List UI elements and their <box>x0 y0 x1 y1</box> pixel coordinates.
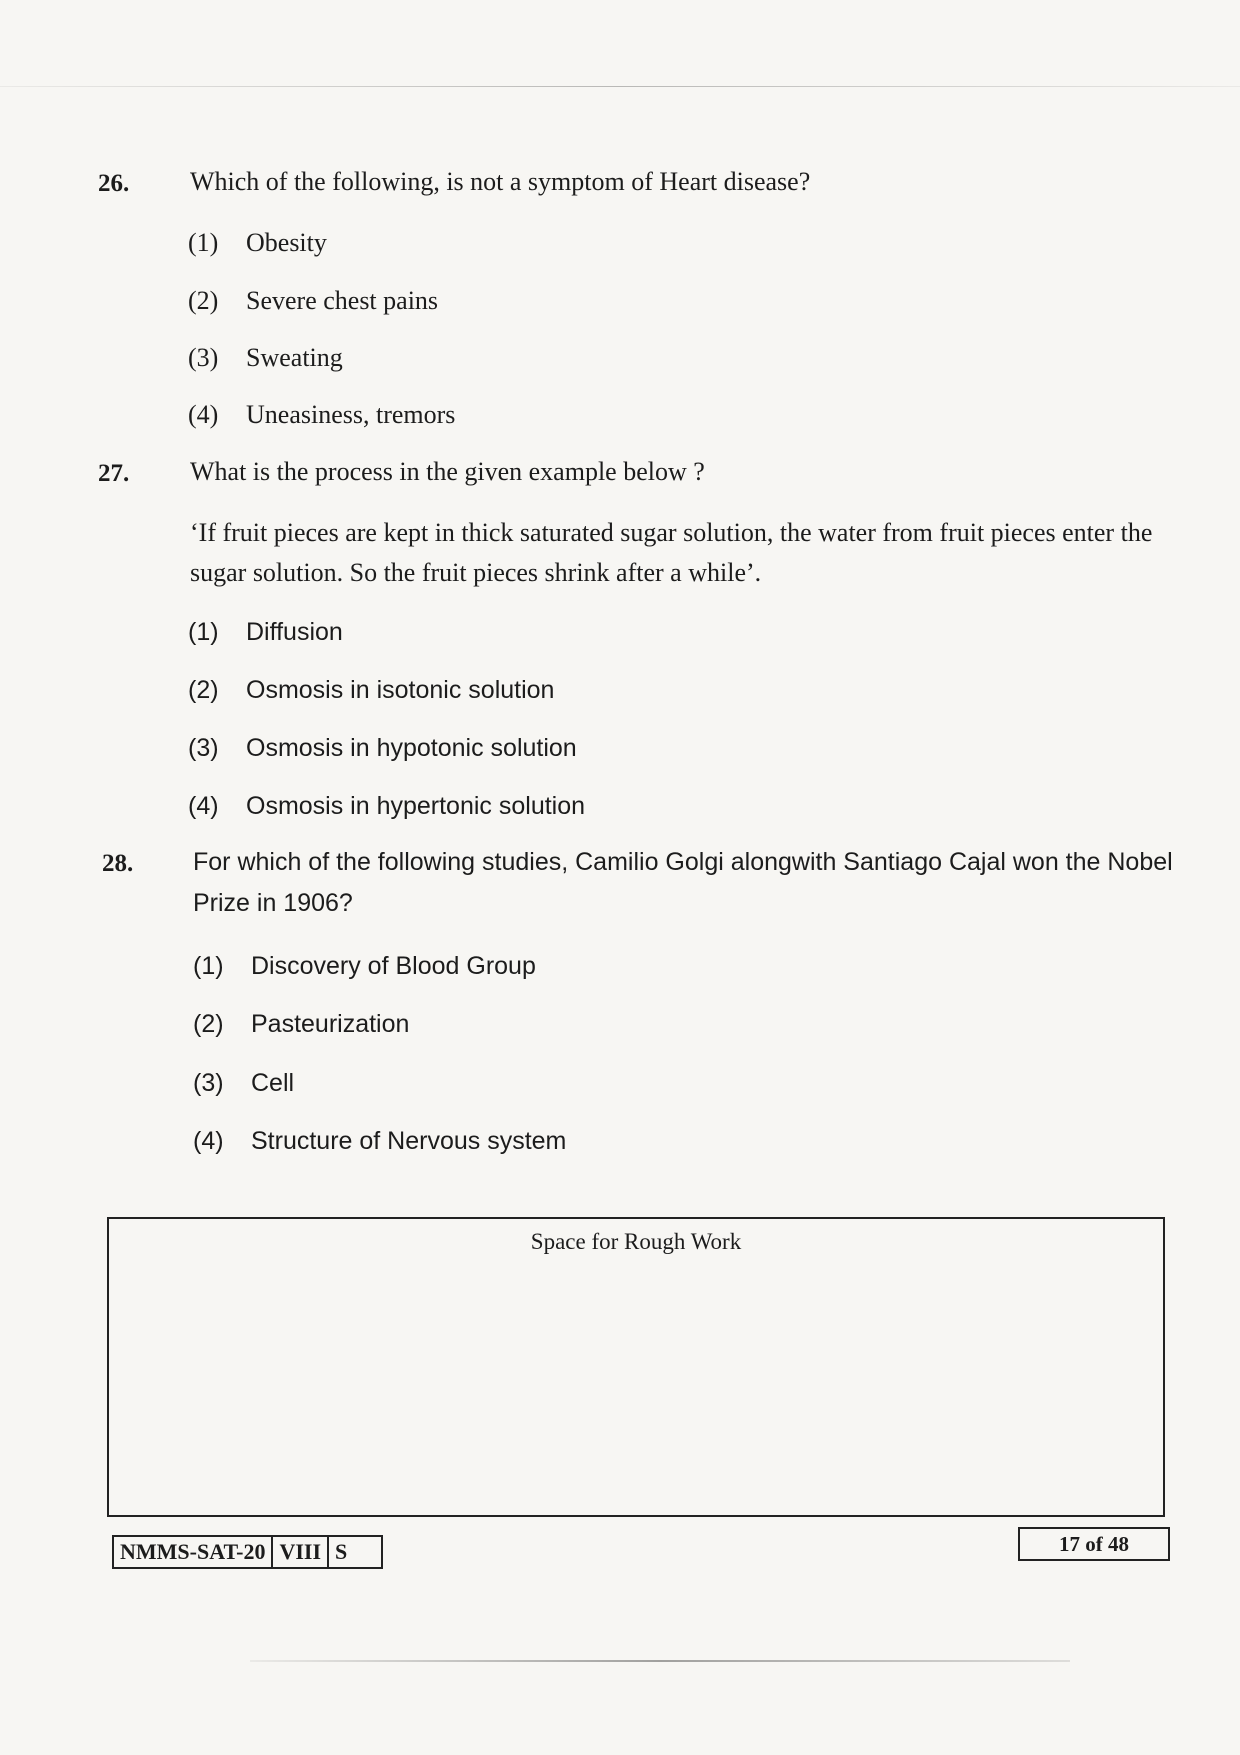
question-text: For which of the following studies, Camilio Golgi alongwith Santiago Cajal won the Nobel Prize in 1906? <box>193 848 1173 917</box>
option-number: (4) <box>188 400 219 429</box>
option-2[interactable] <box>193 1007 409 1041</box>
option-text: Obesity <box>246 228 327 257</box>
option-1[interactable] <box>188 226 327 260</box>
exam-class: VIII <box>273 1537 329 1567</box>
page-number: 17 of 48 <box>1018 1527 1170 1561</box>
rough-work-label: Space for Rough Work <box>530 1229 742 1254</box>
question-text: Which of the following, is not a symptom of Heart disease? <box>190 167 811 196</box>
option-number: (1) <box>193 952 224 980</box>
scan-edge-top <box>0 86 1240 87</box>
option-text: Osmosis in isotonic solution <box>246 676 555 704</box>
question-number: 27. <box>98 460 130 487</box>
option-2[interactable] <box>188 284 438 318</box>
question-number: 26. <box>98 170 130 197</box>
option-text: Discovery of Blood Group <box>251 952 536 980</box>
option-number: (4) <box>188 792 219 820</box>
option-3[interactable] <box>188 341 343 375</box>
option-4[interactable] <box>188 789 585 823</box>
option-1[interactable] <box>193 949 536 983</box>
scan-edge-bottom <box>250 1660 1070 1662</box>
option-number: (2) <box>188 676 219 704</box>
question-number: 28. <box>102 850 134 877</box>
option-text: Sweating <box>246 343 343 372</box>
option-text: Osmosis in hypotonic solution <box>246 734 577 762</box>
option-text: Cell <box>251 1069 295 1097</box>
question-passage: ‘If fruit pieces are kept in thick saturated sugar solution, the water from fruit pieces enter the sugar solution. So the fruit pieces shrink after a while’. <box>190 518 1153 587</box>
exam-code: NMMS-SAT-20 <box>114 1537 273 1567</box>
exam-series: S <box>335 1539 348 1564</box>
option-2[interactable] <box>188 673 554 707</box>
option-number: (2) <box>193 1010 224 1038</box>
option-text: Uneasiness, tremors <box>246 400 456 429</box>
option-4[interactable] <box>188 398 455 432</box>
option-number: (3) <box>193 1069 224 1097</box>
option-text: Osmosis in hypertonic solution <box>246 792 586 820</box>
option-number: (4) <box>193 1127 224 1155</box>
option-3[interactable] <box>193 1066 294 1100</box>
option-1[interactable] <box>188 615 343 649</box>
rough-work-area[interactable] <box>107 1217 1165 1517</box>
option-number: (3) <box>188 343 219 372</box>
option-4[interactable] <box>193 1124 566 1158</box>
question-text: What is the process in the given example below ? <box>190 457 705 486</box>
option-text: Diffusion <box>246 618 343 646</box>
option-text: Pasteurization <box>251 1010 410 1038</box>
option-number: (2) <box>188 286 219 315</box>
option-number: (1) <box>188 228 219 257</box>
option-text: Structure of Nervous system <box>251 1127 567 1155</box>
exam-code-box <box>112 1535 383 1569</box>
option-3[interactable] <box>188 731 577 765</box>
option-number: (1) <box>188 618 219 646</box>
option-text: Severe chest pains <box>246 286 439 315</box>
option-number: (3) <box>188 734 219 762</box>
